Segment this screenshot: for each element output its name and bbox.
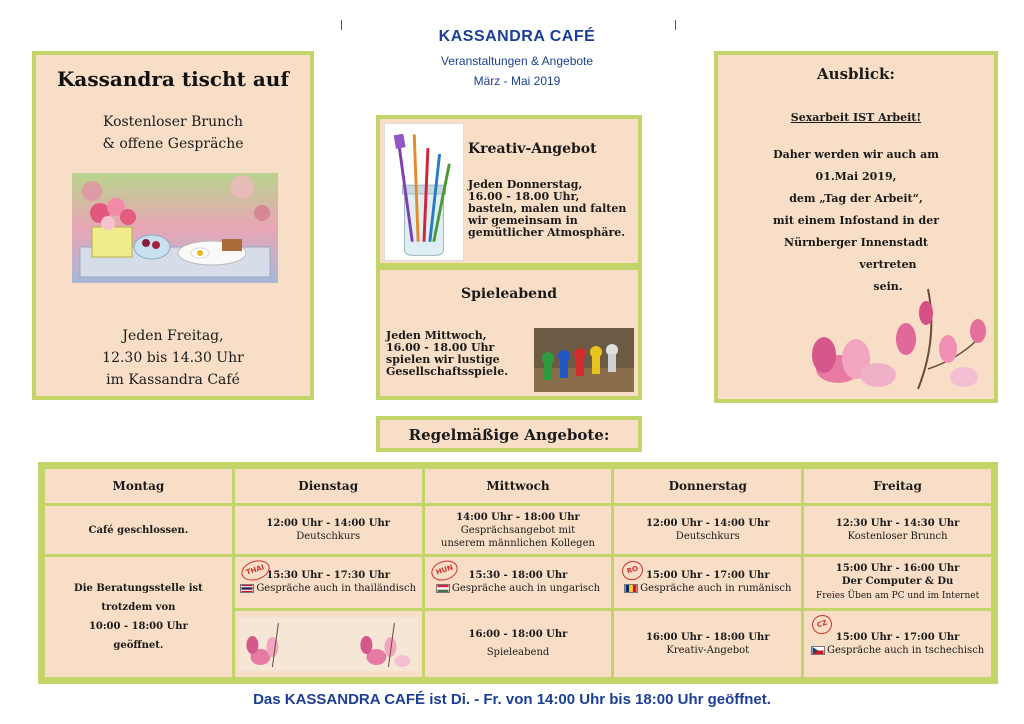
brunch-photo xyxy=(72,173,278,283)
magnolia-flowers-image xyxy=(798,279,994,399)
weekly-schedule xyxy=(38,462,998,684)
thursday-slot-2 xyxy=(614,557,801,607)
hungary-flag-icon xyxy=(436,584,450,593)
ausblick-text-line: vertreten xyxy=(859,258,917,271)
schedule-table xyxy=(42,466,994,680)
slot-time: 15:00 Uhr - 16:00 Uhr xyxy=(835,562,960,574)
page-header xyxy=(380,28,654,88)
slot-text: Der Computer & Du xyxy=(841,575,954,587)
table-row xyxy=(45,557,991,607)
thai-language-stamp: THAI xyxy=(239,557,272,584)
spieleabend-text-line: spielen wir lustige xyxy=(386,353,500,366)
romania-flag-icon xyxy=(624,584,638,593)
regular-offers-banner xyxy=(376,416,642,452)
hungarian-language-stamp: HUN xyxy=(428,557,460,584)
czech-flag-icon xyxy=(811,646,825,655)
magnolia-decoration-image xyxy=(235,617,422,671)
wednesday-slot-1 xyxy=(425,506,612,554)
page-title: KASSANDRA CAFÉ xyxy=(438,28,596,45)
day-header-monday: Montag xyxy=(45,469,232,503)
slot-text-row xyxy=(804,644,991,657)
tuesday-slot-1 xyxy=(235,506,422,554)
spieleabend-text-line: 16.00 - 18.00 Uhr xyxy=(386,341,495,354)
slot-text: Café geschlossen. xyxy=(88,524,189,536)
brunch-schedule-line: Jeden Freitag, xyxy=(122,328,224,344)
slot-text: unserem männlichen Kollegen xyxy=(441,537,595,549)
page-date-range: März - Mai 2019 xyxy=(473,74,561,88)
brunch-subtitle xyxy=(36,111,310,155)
kreativ-text-line: 16.00 - 18.00 Uhr, xyxy=(468,190,580,203)
regular-offers-heading: Regelmäßige Angebote: xyxy=(408,426,610,444)
slot-text: Deutschkurs xyxy=(675,531,740,542)
game-pieces-image xyxy=(534,328,634,392)
spieleabend-title: Spieleabend xyxy=(460,286,558,302)
spieleabend-text xyxy=(386,330,532,378)
slot-text-row xyxy=(235,582,422,595)
crop-mark-left xyxy=(341,20,342,30)
thailand-flag-icon xyxy=(240,584,254,593)
romanian-language-stamp: RO xyxy=(620,558,646,583)
brunch-schedule-line: im Kassandra Café xyxy=(106,372,240,388)
kreativ-text-line: Jeden Donnerstag, xyxy=(468,178,583,191)
spieleabend-panel xyxy=(376,266,642,400)
page-subtitle: Veranstaltungen & Angebote xyxy=(440,54,594,68)
kreativ-text-line: basteln, malen und falten xyxy=(468,202,627,215)
brunch-subtitle-line: Kostenloser Brunch xyxy=(102,114,243,130)
crop-mark-right xyxy=(675,20,676,30)
ausblick-text-line: Nürnberger Innenstadt xyxy=(784,236,928,249)
slot-text: trotzdem von xyxy=(101,602,176,613)
slot-text: Gespräche auch in tschechisch xyxy=(826,644,985,656)
day-header-thursday: Donnerstag xyxy=(614,469,801,503)
monday-slot-1 xyxy=(45,506,232,554)
slot-text: Gespräche auch in ungarisch xyxy=(451,583,601,595)
day-header-tuesday: Dienstag xyxy=(235,469,422,503)
slot-time: 16:00 - 18:00 Uhr xyxy=(468,629,568,641)
slot-text: Die Beratungsstelle ist xyxy=(74,583,203,594)
ausblick-text-line: mit einem Infostand in der xyxy=(773,214,939,227)
slot-text: Kostenloser Brunch xyxy=(847,531,948,542)
wednesday-slot-2 xyxy=(425,557,612,607)
slot-time: 12:00 Uhr - 14:00 Uhr xyxy=(645,518,770,529)
table-row xyxy=(45,469,991,503)
slot-time: 15:30 - 18:00 Uhr xyxy=(468,570,568,582)
slot-time: 12:00 Uhr - 14:00 Uhr xyxy=(266,518,391,529)
tuesday-slot-2 xyxy=(235,557,422,607)
kreativ-text-line: gemütlicher Atmosphäre. xyxy=(468,226,626,239)
day-header-friday: Freitag xyxy=(804,469,991,503)
spieleabend-text-line: Gesellschaftsspiele. xyxy=(386,365,509,378)
slot-time: 15:00 Uhr - 17:00 Uhr xyxy=(835,631,960,643)
wednesday-slot-3 xyxy=(425,611,612,678)
ausblick-text-line: sein. xyxy=(873,280,903,293)
brunch-title: Kassandra tischt auf xyxy=(57,67,289,91)
slot-time: 16:00 Uhr - 18:00 Uhr xyxy=(645,631,770,643)
slot-text: Spieleabend xyxy=(486,647,550,659)
slot-text: Deutschkurs xyxy=(296,531,361,542)
opening-hours-footer: Das KASSANDRA CAFÉ ist Di. - Fr. von 14:00 Uhr bis 18:00 Uhr geöffnet. xyxy=(253,691,771,708)
slot-text: Gespräche auch in rumänisch xyxy=(640,583,792,595)
slot-text: Kreativ-Angebot xyxy=(666,644,750,656)
slot-time: 10:00 - 18:00 Uhr xyxy=(88,621,188,632)
kreativ-title: Kreativ-Angebot xyxy=(468,141,597,157)
brushes-image xyxy=(384,123,464,261)
ausblick-title: Ausblick: xyxy=(817,65,895,83)
ausblick-text-line: Daher werden wir auch am xyxy=(773,148,939,161)
slot-text: geöffnet. xyxy=(113,640,164,651)
ausblick-text xyxy=(718,144,994,298)
brunch-schedule xyxy=(36,325,310,391)
brunch-panel xyxy=(32,51,314,400)
slot-time: 14:00 Uhr - 18:00 Uhr xyxy=(456,511,580,523)
ausblick-text-line: 01.Mai 2019, xyxy=(815,170,897,183)
spieleabend-text-line: Jeden Mittwoch, xyxy=(386,329,487,342)
table-row xyxy=(45,506,991,554)
slot-time: 15:00 Uhr - 17:00 Uhr xyxy=(645,570,770,582)
friday-slot-3 xyxy=(804,611,991,678)
friday-slot-2 xyxy=(804,557,991,607)
tuesday-slot-3 xyxy=(235,611,422,678)
brunch-subtitle-line: & offene Gespräche xyxy=(102,136,244,152)
slot-text-row xyxy=(425,582,612,595)
brunch-schedule-line: 12.30 bis 14.30 Uhr xyxy=(102,350,244,366)
kreativ-text xyxy=(468,179,640,239)
kreativ-panel xyxy=(376,115,642,267)
ausblick-text-line: dem „Tag der Arbeit“, xyxy=(789,192,923,205)
slot-text: Gespräche auch in thailändisch xyxy=(256,583,417,595)
slot-time: 15:30 Uhr - 17:30 Uhr xyxy=(266,570,391,582)
monday-slot-2 xyxy=(45,557,232,677)
thursday-slot-3 xyxy=(614,611,801,678)
friday-slot-1 xyxy=(804,506,991,554)
slot-text-row xyxy=(614,582,801,595)
czech-language-stamp: CZ xyxy=(810,612,835,636)
kreativ-text-line: wir gemeinsam in xyxy=(468,214,578,227)
slot-text: Gesprächsangebot mit xyxy=(460,524,576,536)
ausblick-headline: Sexarbeit IST Arbeit! xyxy=(790,111,922,124)
ausblick-panel xyxy=(714,51,998,403)
day-header-wednesday: Mittwoch xyxy=(425,469,612,503)
thursday-slot-1 xyxy=(614,506,801,554)
slot-note: Freies Üben am PC und im Internet xyxy=(815,590,980,601)
slot-time: 12:30 Uhr - 14:30 Uhr xyxy=(835,518,960,529)
